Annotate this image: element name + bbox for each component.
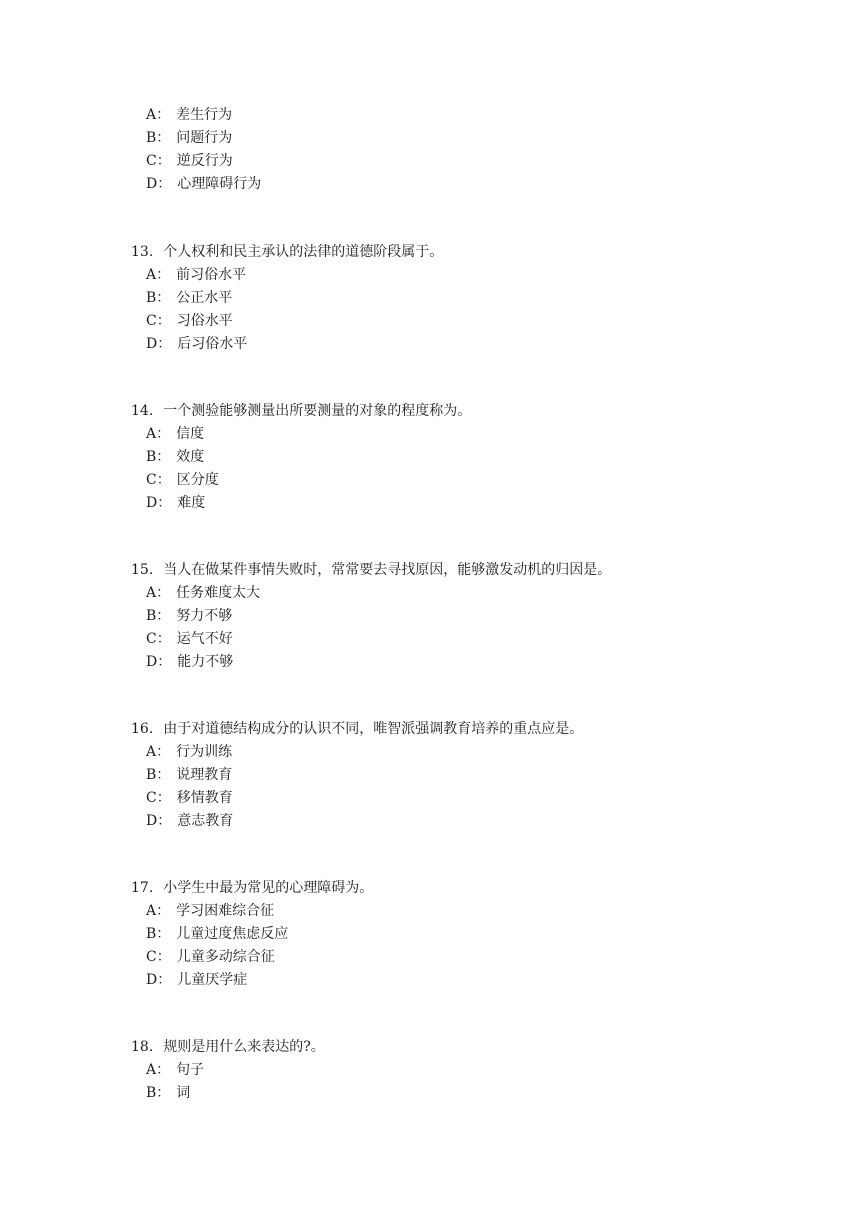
question-number: 17. <box>131 880 154 896</box>
option-separator: ： <box>156 631 171 647</box>
option-a <box>146 104 232 127</box>
option-text: 说理教育 <box>176 767 233 783</box>
option-letter: A <box>146 267 157 283</box>
option-c <box>146 469 219 492</box>
option-separator: ： <box>156 1062 171 1078</box>
option-letter: D <box>146 813 158 829</box>
option-text: 能力不够 <box>177 654 234 670</box>
option-text: 问题行为 <box>176 130 233 146</box>
option-text: 儿童过度焦虑反应 <box>176 926 289 942</box>
option-separator: ： <box>157 495 172 511</box>
option-separator: ： <box>156 426 171 442</box>
option-letter: C <box>146 949 157 965</box>
question-text: 由于对道德结构成分的认识不同，唯智派强调教育培养的重点应是。 <box>163 721 584 737</box>
option-b <box>146 446 204 469</box>
option-text: 前习俗水平 <box>176 267 247 283</box>
option-letter: D <box>146 495 158 511</box>
option-text: 学习困难综合征 <box>176 903 275 919</box>
option-text: 意志教育 <box>177 813 234 829</box>
option-letter: B <box>146 130 157 146</box>
option-letter: B <box>146 449 157 465</box>
option-b <box>146 764 232 787</box>
option-separator: ： <box>156 107 171 123</box>
question-number: 13. <box>131 244 154 260</box>
option-text: 后习俗水平 <box>177 336 248 352</box>
option-text: 逆反行为 <box>176 153 233 169</box>
option-separator: ： <box>156 153 171 169</box>
option-d <box>146 651 233 674</box>
question-text: 个人权利和民主承认的法律的道德阶段属于。 <box>163 244 444 260</box>
option-letter: C <box>146 790 157 806</box>
question-stem <box>131 718 583 741</box>
option-separator: ： <box>156 790 171 806</box>
option-separator: ： <box>157 176 172 192</box>
option-b <box>146 923 288 946</box>
option-separator: ： <box>156 903 171 919</box>
option-text: 效度 <box>176 449 205 465</box>
option-separator: ： <box>157 813 172 829</box>
option-letter: A <box>146 426 157 442</box>
option-letter: B <box>146 926 157 942</box>
question-number: 18. <box>131 1039 154 1055</box>
option-separator: ： <box>156 449 171 465</box>
question-stem <box>131 1036 325 1059</box>
option-separator: ： <box>157 972 172 988</box>
option-d <box>146 492 205 515</box>
option-text: 习俗水平 <box>176 313 233 329</box>
option-letter: D <box>146 972 158 988</box>
option-letter: C <box>146 631 157 647</box>
option-text: 行为训练 <box>176 744 233 760</box>
option-letter: D <box>146 336 158 352</box>
option-a <box>146 423 204 446</box>
option-letter: D <box>146 176 158 192</box>
option-letter: B <box>146 608 157 624</box>
option-letter: A <box>146 744 157 760</box>
question-text: 小学生中最为常见的心理障碍为。 <box>163 880 374 896</box>
option-d <box>146 969 247 992</box>
option-separator: ： <box>156 1085 171 1101</box>
option-text: 难度 <box>177 495 206 511</box>
question-stem <box>131 559 611 582</box>
option-text: 词 <box>176 1085 191 1101</box>
option-letter: D <box>146 654 158 670</box>
option-separator: ： <box>157 654 172 670</box>
question-number: 15. <box>131 562 154 578</box>
option-letter: B <box>146 767 157 783</box>
option-b <box>146 605 232 628</box>
option-letter: C <box>146 153 157 169</box>
option-separator: ： <box>156 130 171 146</box>
question-text: 规则是用什么来表达的?。 <box>163 1039 325 1055</box>
option-separator: ： <box>156 608 171 624</box>
option-letter: A <box>146 903 157 919</box>
option-a <box>146 582 260 605</box>
option-a <box>146 1059 204 1082</box>
option-text: 运气不好 <box>176 631 233 647</box>
option-d <box>146 810 233 833</box>
option-c <box>146 310 233 333</box>
option-text: 儿童厌学症 <box>177 972 248 988</box>
option-separator: ： <box>156 767 171 783</box>
option-c <box>146 150 233 173</box>
option-separator: ： <box>156 267 171 283</box>
option-text: 移情教育 <box>176 790 233 806</box>
option-d <box>146 333 247 356</box>
question-text: 一个测验能够测量出所要测量的对象的程度称为。 <box>163 403 472 419</box>
question-stem <box>131 400 471 423</box>
option-separator: ： <box>156 290 171 306</box>
option-letter: A <box>146 1062 157 1078</box>
option-separator: ： <box>156 949 171 965</box>
option-letter: C <box>146 313 157 329</box>
option-d <box>146 173 261 196</box>
option-a <box>146 741 232 764</box>
option-a <box>146 264 246 287</box>
option-separator: ： <box>156 313 171 329</box>
option-letter: B <box>146 290 157 306</box>
question-number: 16. <box>131 721 154 737</box>
option-c <box>146 946 275 969</box>
option-letter: A <box>146 585 157 601</box>
option-separator: ： <box>156 926 171 942</box>
option-a <box>146 900 274 923</box>
option-text: 努力不够 <box>176 608 233 624</box>
option-text: 信度 <box>176 426 205 442</box>
option-text: 区分度 <box>176 472 219 488</box>
option-letter: C <box>146 472 157 488</box>
option-letter: B <box>146 1085 157 1101</box>
option-c <box>146 787 233 810</box>
option-separator: ： <box>156 472 171 488</box>
question-stem <box>131 241 443 264</box>
option-text: 句子 <box>176 1062 205 1078</box>
option-separator: ： <box>156 585 171 601</box>
question-number: 14. <box>131 403 154 419</box>
option-text: 差生行为 <box>176 107 233 123</box>
option-text: 公正水平 <box>176 290 233 306</box>
option-text: 儿童多动综合征 <box>176 949 275 965</box>
option-text: 任务难度太大 <box>176 585 261 601</box>
option-text: 心理障碍行为 <box>177 176 262 192</box>
option-separator: ： <box>156 744 171 760</box>
option-b <box>146 1082 190 1105</box>
option-b <box>146 127 232 150</box>
option-letter: A <box>146 107 157 123</box>
option-separator: ： <box>157 336 172 352</box>
option-b <box>146 287 232 310</box>
question-stem <box>131 877 373 900</box>
option-c <box>146 628 233 651</box>
question-text: 当人在做某件事情失败时，常常要去寻找原因，能够激发动机的归因是。 <box>163 562 612 578</box>
